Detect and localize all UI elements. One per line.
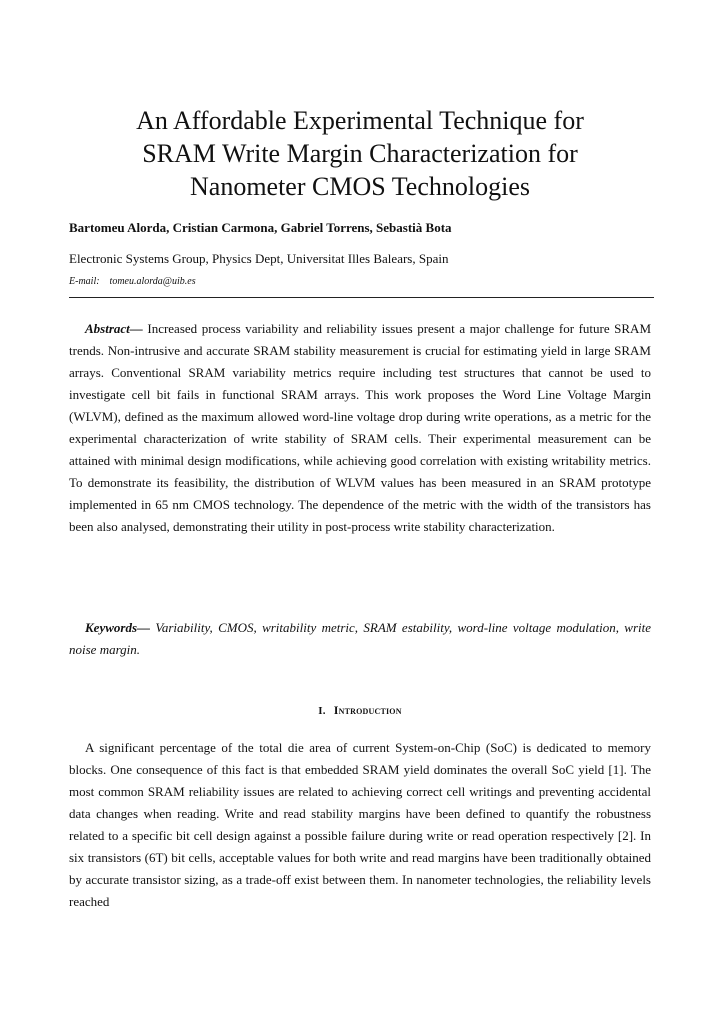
- header-divider: [69, 297, 654, 298]
- section-heading-introduction: [69, 703, 651, 718]
- keywords-text: Variability, CMOS, writability metric, SRAM estability, word-line voltage modulation, write noise margin.: [69, 620, 652, 657]
- section-number: I.: [318, 705, 326, 717]
- introduction-text: A significant percentage of the total die area of current System-on-Chip (SoC) is dedicated to memory blocks. One consequence of this fact is that embedded SRAM yield dominates the overall SoC yield [1]. The most common SRAM reliability issues are related to achieving correct cell writings and preventing accidental data changes when reading. Write and read stability margins have been defined to quantify the robustness related to a specific bit cell design against a possible failure during write or read operation respectively [2]. In six transistors (6T) bit cells, acceptable values for both write and read margins have been traditionally obtained by accurate transistor sizing, as a trade-off exist between them. In nanometer technologies, the reliability levels reached: [69, 740, 651, 909]
- abstract-lead: Abstract—: [85, 321, 143, 336]
- email-address: tomeu.alorda@uib.es: [109, 276, 196, 287]
- section-title: Introduction: [333, 703, 402, 717]
- abstract: [69, 318, 651, 538]
- affiliation: Electronic Systems Group, Physics Dept, Universitat Illes Balears, Spain: [69, 251, 449, 266]
- abstract-text: Increased process variability and reliability issues present a major challenge for future SRAM trends. Non-intrusive and accurate SRAM stability measurement is crucial for estimating yield in large SRAM arrays. Conventional SRAM variability metrics require including test structures that cannot be used to investigate cell bit fails in functional SRAM arrays. This work proposes the Word Line Voltage Margin (WLVM), defined as the maximum allowed word-line voltage drop during write operations, as a metric for the experimental characterization of write stability of SRAM cells. Their experimental measurement can be attained with minimal design modifications, while achieving good correlation with existing writability metrics. To demonstrate its feasibility, the distribution of WLVM values has been measured in an SRAM prototype implemented in 65 nm CMOS technology. The dependence of the metric with the width of the transistors has been also analysed, demonstrating their utility in post-process write stability characterization.: [69, 321, 652, 534]
- title-line: Nanometer CMOS Technologies: [190, 172, 530, 201]
- author-list: Bartomeu Alorda, Cristian Carmona, Gabriel Torrens, Sebastià Bota: [69, 220, 452, 235]
- introduction-paragraph: [69, 737, 651, 913]
- keywords-lead: Keywords—: [85, 620, 150, 635]
- contact-email: [69, 276, 196, 287]
- keywords: [69, 617, 651, 661]
- email-label: E-mail:: [69, 276, 100, 287]
- title-line: An Affordable Experimental Technique for: [136, 106, 584, 135]
- title-line: SRAM Write Margin Characterization for: [142, 139, 578, 168]
- paper-title: [60, 104, 660, 203]
